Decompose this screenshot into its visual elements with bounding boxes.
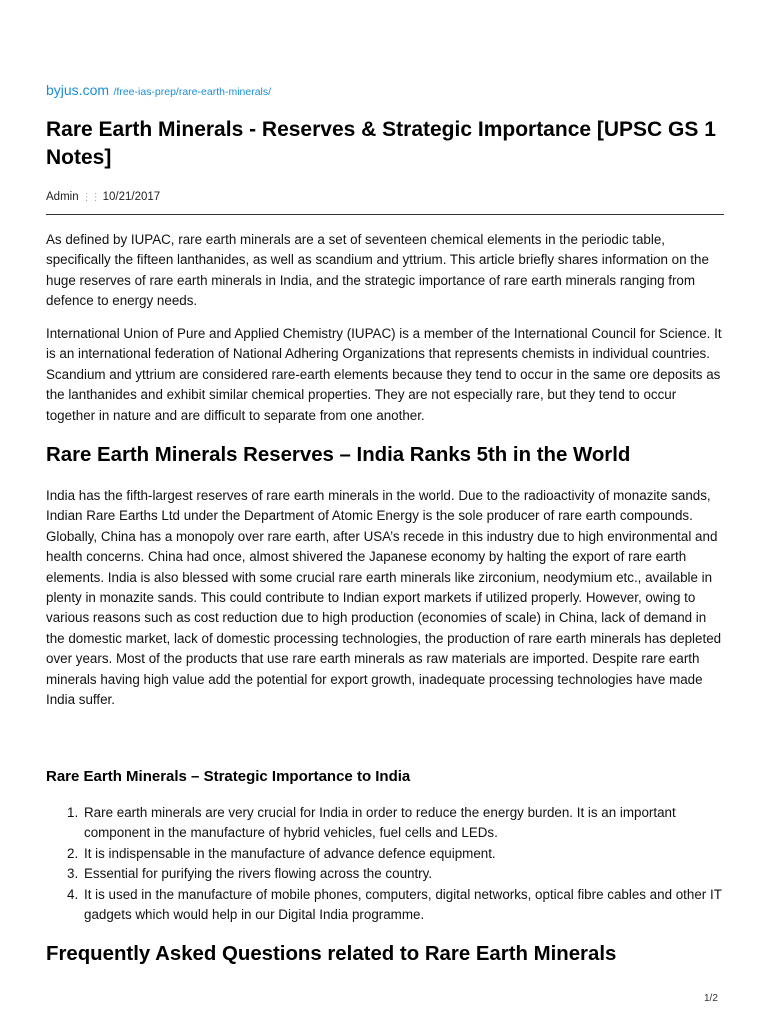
list-item-number: 1.: [67, 805, 79, 820]
intro-paragraph-2: International Union of Pure and Applied Chemistry (IUPAC) is a member of the International Council for Science. It is an international federation of National Adhering Organizations that represents chemists in individual countries. Scandium and yttrium are considered rare-earth elements because they tend to occur in the same ore deposits as the lanthanides and exhibit similar chemical properties. They are not especially rare, but they tend to occur together in nature and are difficult to separate from one another.: [46, 326, 722, 423]
header-divider: [46, 214, 724, 215]
source-domain[interactable]: byjus.com: [46, 82, 110, 98]
source-path[interactable]: /free-ias-prep/rare-earth-minerals/: [113, 86, 272, 98]
reserves-heading: Rare Earth Minerals Reserves – India Ranks 5th in the World: [46, 444, 631, 466]
page-number: 1/2: [704, 993, 718, 1004]
source-url[interactable]: [46, 82, 271, 100]
importance-heading: Rare Earth Minerals – Strategic Importance to India: [46, 768, 411, 785]
list-item-number: 4.: [67, 886, 79, 902]
list-item: [46, 864, 724, 884]
list-item: [46, 885, 724, 926]
author: Admin: [46, 191, 79, 203]
list-item-text: It is used in the manufacture of mobile phones, computers, digital networks, optical fibre cables and other IT gadgets which would help in our Digital India programme.: [84, 886, 722, 923]
page-title: Rare Earth Minerals - Reserves & Strategic Importance [UPSC GS 1 Notes]: [46, 118, 716, 169]
list-item: [46, 803, 724, 844]
publish-date: 10/21/2017: [102, 191, 161, 203]
importance-list: [46, 803, 724, 925]
reserves-paragraph: India has the fifth-largest reserves of rare earth minerals in the world. Due to the radioactivity of monazite sands, Indian Rare Earths Ltd under the Department of Atomic Energy is the sole producer of rare earth compounds. Globally, China has a monopoly over rare earth, after USA’s recede in this industry due to high environmental and health concerns. China had once, almost shivered the Japanese economy by halting the export of rare earth elements. India is also blessed with some crucial rare earth minerals like zirconium, neodymium etc., available in plenty in monazite sands. This could contribute to Indian export markets if utilized properly. However, owing to various reasons such as cost reduction due to high production (economies of scale) in China, lack of demand in the domestic market, lack of domestic processing technologies, the production of rare earth minerals has depleted over years. Most of the products that use rare earth minerals as raw materials are imported. Despite rare earth minerals having high value add the potential for export growth, inadequate processing technologies have made India suffer.: [46, 488, 722, 708]
faq-heading: Frequently Asked Questions related to Rare Earth Minerals: [46, 943, 617, 965]
list-item-number: 2.: [67, 845, 79, 861]
meta-separator-icon: ⋮⋮: [81, 192, 100, 203]
intro-paragraph-1: As defined by IUPAC, rare earth minerals are a set of seventeen chemical elements in the periodic table, specifically the fifteen lanthanides, as well as scandium and yttrium. This article briefly shares information on the huge reserves of rare earth minerals in India, and the strategic importance of rare earth minerals ranging from defence to energy needs.: [46, 232, 709, 309]
list-item-text: It is indispensable in the manufacture of advance defence equipment.: [84, 845, 496, 861]
list-item-number: 3.: [67, 866, 79, 882]
list-item-text: Essential for purifying the rivers flowing across the country.: [84, 866, 433, 882]
article-meta: [46, 191, 160, 203]
list-item-text: Rare earth minerals are very crucial for India in order to reduce the energy burden. It is an important component in the manufacture of hybrid vehicles, fuel cells and LEDs.: [84, 805, 676, 841]
list-item: [46, 844, 724, 864]
